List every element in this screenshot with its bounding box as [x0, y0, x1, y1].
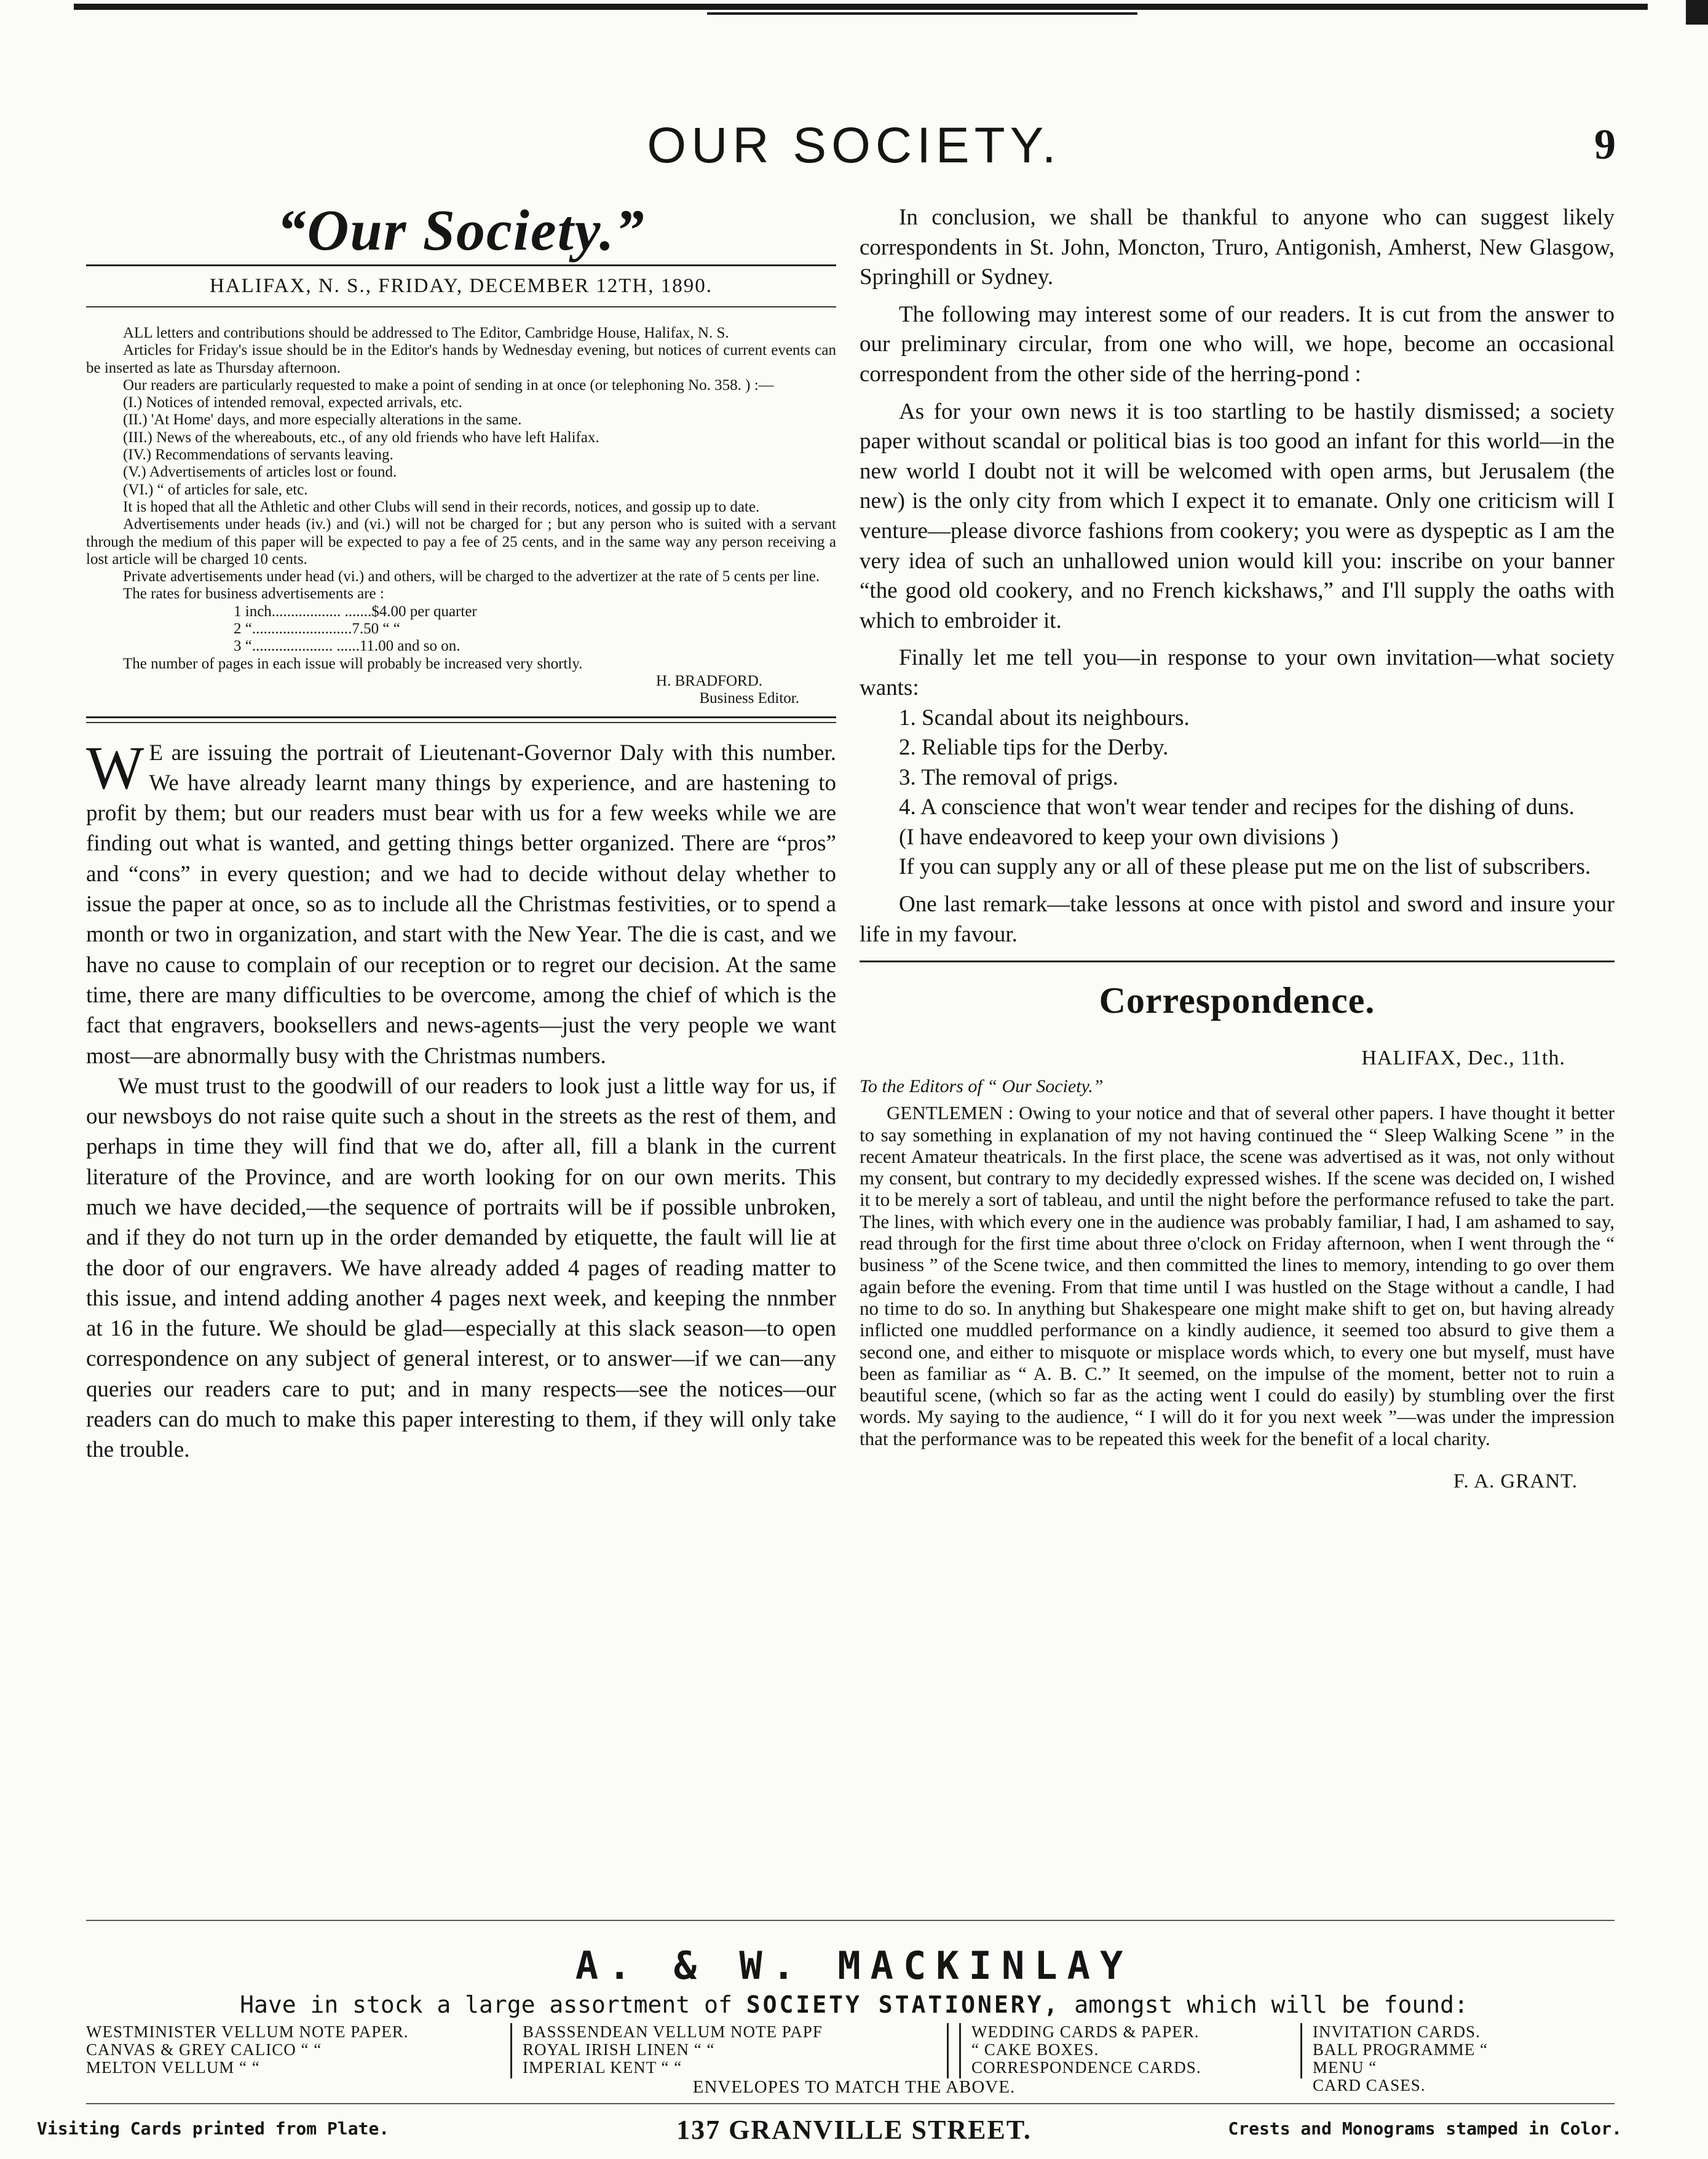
ad-column: [971, 2023, 1201, 2077]
letter-quote-paragraph: Finally let me tell you—in response to your own invitation—what society wants:: [860, 645, 1615, 700]
ad-envelopes-line: ENVELOPES TO MATCH THE ABOVE.: [692, 2077, 1016, 2097]
ad-item: ROYAL IRISH LINEN “ “: [523, 2040, 715, 2059]
notice-item: (III.) News of the whereabouts, etc., of any old friends who have left Halifax.: [123, 429, 599, 446]
drop-cap: W: [86, 733, 144, 802]
ad-item: IMPERIAL KENT “ “: [523, 2058, 682, 2077]
notice-item: (II.) 'At Home' days, and more especially alterations in the same.: [123, 411, 522, 429]
notice-paragraph: ALL letters and contributions should be addressed to The Editor, Cambridge House, Halifax, N. S.: [123, 325, 729, 341]
ad-item: INVITATION CARDS.: [1313, 2022, 1481, 2041]
paper-title: “Our Society.”: [277, 199, 646, 263]
lead-paragraph: [86, 733, 836, 1071]
ad-footer-left: Visiting Cards printed from Plate.: [37, 2118, 390, 2139]
business-editor-title: Business Editor.: [699, 690, 799, 707]
wants-list-item: 3. The removal of prigs.: [899, 764, 1118, 790]
ad-item: WEDDING CARDS & PAPER.: [971, 2022, 1200, 2041]
notices-block: [86, 307, 836, 708]
ad-item: MENU “: [1313, 2058, 1377, 2077]
ad-item: CARD CASES.: [1313, 2076, 1426, 2094]
notice-item: (IV.) Recommendations of servants leaving.: [123, 446, 393, 464]
rate-line: 2 “..........................7.50 “ “: [234, 620, 400, 638]
scan-corner-mark: [1686, 0, 1708, 25]
letter-quote-paragraph: (I have endeavored to keep your own divisions ): [899, 824, 1339, 850]
letter-quote-paragraph: As for your own news it is too startling to be hastily dismissed; a society paper without scandal or political bias is too good an infant for this world—in the new world I doubt not it will be welcomed with open arms, but Jerusalem (the new) is the only city from which I expect it to emanate. Only one criticism will I venture—please divorce fashions from cookery; you were as dyspeptic as I am the very idea of such an unhallowed union would kill you: inscribe on your banner “the good old cookery, and no French kickshaws,” and I'll supply the oaths with which to embroider it.: [860, 398, 1615, 633]
scan-edge-mark: [74, 4, 1648, 10]
scan-top-band: [0, 0, 1708, 25]
notice-item: (VI.) “ of articles for sale, etc.: [123, 481, 308, 498]
wants-list-item: 1. Scandal about its neighbours.: [899, 705, 1190, 731]
notice-item: (V.) Advertisements of articles lost or found.: [123, 464, 397, 481]
ad-footer-right: Crests and Monograms stamped in Color.: [1228, 2118, 1622, 2139]
rate-line: 3 “..................... ......11.00 and so on.: [234, 638, 461, 655]
notices-rule: [86, 722, 836, 723]
correspondence-date: HALIFAX, Dec., 11th.: [1361, 1047, 1565, 1070]
ad-divider: [510, 2023, 512, 2078]
ad-divider: [1300, 2023, 1302, 2078]
ad-item: BASSSENDEAN VELLUM NOTE PAPF: [523, 2022, 823, 2041]
ad-tagline-post: amongst which will be found:: [1074, 1991, 1468, 2018]
editorial-paragraph: In conclusion, we shall be thankful to anyone who can suggest likely correspondents in St. John, Moncton, Truro, Antigonish, Amherst, New Glasgow, Springhill or Sydney.: [860, 205, 1615, 290]
ad-tagline-bold: SOCIETY STATIONERY,: [746, 1991, 1061, 2018]
editorial-continued: [860, 203, 1615, 949]
dateline: HALIFAX, N. S., FRIDAY, DECEMBER 12TH, 1890.: [209, 275, 713, 297]
notice-paragraph: The number of pages in each issue will probably be increased very shortly.: [123, 655, 583, 672]
notice-paragraph: Private advertisements under head (vi.) and others, will be charged to the advertizer at the rate of 5 cents per line.: [123, 568, 820, 585]
notice-paragraph: Advertisements under heads (iv.) and (vi.) will not be charged for ; but any person who is suited with a servant through the medium of this paper will be expected to pay a fee of 25 cents, and in the same way any person receiving a lost article will be charged 10 cents.: [86, 516, 836, 568]
ad-top-rule: [86, 1920, 1615, 1921]
correspondence-salutation: To the Editors of “ Our Society.”: [860, 1076, 1104, 1097]
correspondence-rule: [860, 961, 1615, 962]
page-number: 9: [1594, 121, 1616, 168]
ad-bottom-rule: [86, 2103, 1615, 2104]
ad-item: BALL PROGRAMME “: [1313, 2040, 1489, 2059]
wants-list-item: 2. Reliable tips for the Derby.: [899, 735, 1169, 761]
ad-item: WESTMINISTER VELLUM NOTE PAPER.: [86, 2022, 409, 2041]
ad-item: CORRESPONDENCE CARDS.: [971, 2058, 1201, 2077]
correspondence-heading: Correspondence.: [1099, 980, 1375, 1021]
notices-rule: [86, 716, 836, 718]
ad-column: [86, 2023, 409, 2077]
ad-item: CANVAS & GREY CALICO “ “: [86, 2040, 322, 2059]
ad-column: [523, 2023, 823, 2077]
left-column: [86, 197, 836, 1465]
business-editor-name: H. BRADFORD.: [656, 672, 762, 689]
notice-paragraph: The rates for business advertisements are :: [123, 585, 384, 603]
scan-edge-mark: [707, 12, 1137, 15]
notice-paragraph: It is hoped that all the Athletic and other Clubs will send in their records, notices, and gossip up to date.: [123, 498, 760, 515]
lead-article: [86, 733, 836, 1465]
ad-item: “ CAKE BOXES.: [971, 2040, 1099, 2059]
notice-paragraph: Our readers are particularly requested to make a point of sending in at once (or telephoning No. 358. ) :—: [123, 376, 774, 394]
correspondence-signature: F. A. GRANT.: [1453, 1470, 1578, 1492]
advertiser-name: A. & W. MACKINLAY: [575, 1943, 1133, 1988]
lead-text: E are issuing the portrait of Lieutenant-Governor Daly with this number. We have already learnt many things by experience, and are hastening to profit by them; but our readers must bear with us for a few weeks while we are finding out what is wanted, and getting things better organized. There are “pros” and “cons” in every question; and we had to decide without delay whether to issue the paper at once, so as to include all the Christmas festivities, or to spend a month or two in organization, and start with the New Year. The die is cast, and we have no cause to complain of our reception or to regret our decision. At the same time, there are many difficulties to be overcome, among the chief of which is the fact that engravers, booksellers and news-agents—just the very people we want most—are abnormally busy with the Christmas numbers.: [86, 740, 836, 1069]
editorial-paragraph: The following may interest some of our readers. It is cut from the answer to our preliminary circular, from one who will, we hope, become an occasional correspondent from the other side of the herring-pond :: [860, 301, 1615, 387]
ad-divider: [947, 2023, 949, 2078]
letter-quote-paragraph: If you can supply any or all of these please put me on the list of subscribers.: [899, 854, 1591, 880]
ad-divider: [959, 2023, 961, 2078]
notice-paragraph: Articles for Friday's issue should be in the Editor's hands by Wednesday evening, but notices of current events can be inserted as late as Thursday afternoon.: [86, 342, 836, 376]
ad-item: MELTON VELLUM “ “: [86, 2058, 260, 2077]
masthead: OUR SOCIETY.: [647, 117, 1061, 173]
right-column: [860, 203, 1615, 1493]
ad-address: 137 GRANVILLE STREET.: [676, 2115, 1032, 2145]
notice-item: (I.) Notices of intended removal, expected arrivals, etc.: [123, 394, 462, 411]
letter-quote-paragraph: One last remark—take lessons at once with pistol and sword and insure your life in my favour.: [860, 892, 1615, 947]
lead-paragraph: We must trust to the goodwill of our readers to look just a little way for us, if our newsboys do not raise quite such a shout in the streets as the rest of them, and perhaps in time they will find that we do, after all, fill a blank in the current literature of the Province, and are worth looking for on our own merits. This much we have decided,—the sequence of portraits will be if possible unbroken, and if they do not turn up in the order demanded by etiquette, the fault will lie at the door of our engravers. We have already added 4 pages of reading matter to this issue, and intend adding another 4 pages next week, and keeping the nnmber at 16 in the future. We should be glad—especially at this slack season—to open correspondence on any subject of general interest, or to answer—if we can—any queries our readers care to put; and in many respects—see the notices—our readers can do much to make this paper interesting to them, if they will only take the trouble.: [86, 1073, 836, 1463]
wants-list-item: 4. A conscience that won't wear tender and recipes for the dishing of duns.: [899, 794, 1575, 820]
correspondence-letter: GENTLEMEN : Owing to your notice and that of several other papers. I have thought it better to say something in explanation of my not having continued the “ Sleep Walking Scene ” in the recent Amateur theatricals. In the first place, the scene was advertised as it was, not only without my consent, but contrary to my decidedly expressed wishes. If the scene was decided on, I wished it to be merely a sort of tableau, and until the night before the performance refused to take the part. The lines, with which every one in the audience was probably familiar, I had, I am ashamed to say, read through for the first time about three o'clock on Friday afternoon, when I went through the “ business ” of the Scene twice, and then committed the lines to memory, intending to go over them again before the evening. From that time until I was hustled on the Stage without a candle, I had no time to do so. In anything but Shakespeare one might make shift to get on, but having already inflicted one muddled performance on a kindly audience, it seemed too absurd to give them a second one, and either to misquote or misplace words which, to every one but myself, must have been as familiar as “ A. B. C.” It seemed, on the impulse of the moment, better not to ruin a beautiful scene, (which so far as the acting went I could do easily) by stumbling over the first words. My saying to the audience, “ I will do it for you next week ”—was under the impression that the performance was to be repeated this week for the benefit of a local charity.: [860, 1102, 1615, 1449]
rate-line: 1 inch.................. .......$4.00 per quarter: [234, 603, 477, 620]
ad-tagline-pre: Have in stock a large assortment of: [240, 1991, 732, 2018]
ad-tagline: [0, 1991, 1708, 2018]
